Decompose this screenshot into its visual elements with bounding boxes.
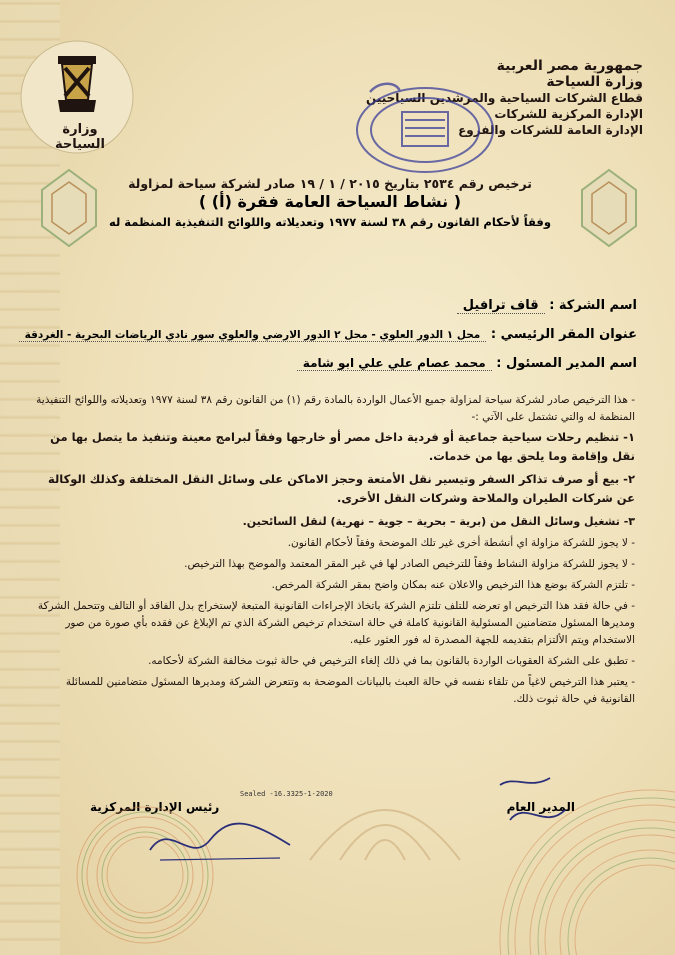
- signature-scribble-left: [140, 810, 300, 870]
- header-central-admin: الإدارة المركزية للشركات: [494, 107, 643, 121]
- condition-4: - في حالة فقد هذا الترخيص او تعرضه للتلف تلتزم الشركة باتخاذ الإجراءات القانونية المتبعة لإستخراج بدل الفاقد أو التالف وتتحمل الشركة ومديرها المسئول متضامنين المسئولية القانونية كاملة في حالة استخدام ترخيص الشركة الذي تم الإبلاغ عن فقده بأي صورة من صور الاستخدام ويتم الألتزام بتقديمه للجهة المصدرة له فور العثور عليه.: [37, 600, 635, 646]
- manager-label: اسم المدير المسئول :: [496, 356, 637, 371]
- header-country: جمهورية مصر العربية: [496, 58, 643, 74]
- license-body: [30, 392, 635, 712]
- activity-item-1: ١- تنظيم رحلات سياحية جماعية أو فردية داخل مصر أو خارجها وفقاً لبرامج معينة وتنفيذ ما يتصل بها من نقل وإقامة وما يلحق بها من خدمات.: [50, 430, 635, 463]
- condition-5: - تطبق على الشركة العقوبات الواردة بالقانون بما في ذلك إلغاء الترخيص في حالة ثبوت مخالفة الشركة لأحكامه.: [148, 655, 635, 667]
- condition-2: - لا يجوز للشركة مزاولة النشاط وفقاً للترخيص الصادر لها في غير المقر المعتمد والموضح بهذا الترخيص.: [184, 558, 635, 570]
- intro-paragraph: - هذا الترخيص صادر لشركة سياحة لمزاولة جميع الأعمال الواردة بالمادة رقم (١) من القانون رقم ٣٨ لسنة ١٩٧٧ وتعديلاته واللوائح التنفيذية المنظمة له والتي تشتمل على الآتي :-: [36, 394, 635, 423]
- official-stamp-top: [350, 70, 500, 180]
- signature-scribble-right: [490, 770, 580, 850]
- emblem-label: وزارة السياحة: [54, 122, 105, 152]
- seal-code: Sealed -16.3325-1-2020: [240, 790, 333, 798]
- activity-title: ( نشاط السياحة العامة فقرة (أ) ): [198, 192, 462, 211]
- license-number-line: ترخيص رقم ٢٥٣٤ بتاريخ ٢٠١٥ / ١ / ١٩ صادر لشركة سياحة لمزاولة: [128, 176, 532, 191]
- company-name-label: اسم الشركة :: [549, 298, 637, 313]
- hq-address-label: عنوان المقر الرئيسي :: [490, 327, 637, 342]
- hq-address-value: محل ١ الدور العلوي - محل ٢ الدور الارضي والعلوي سور نادي الرياضات البحرية - الغردقة: [19, 329, 487, 342]
- condition-1: - لا يجوز للشركة مزاولة اي أنشطة أخرى غير تلك الموضحة وفقاً لأحكام القانون.: [287, 537, 635, 549]
- hq-address-row: [24, 327, 637, 342]
- header-sector: قطاع الشركات السياحية والمرشدين السياحيين: [366, 91, 643, 105]
- ornament-right-icon: [578, 168, 640, 248]
- activity-item-3: ٣- تشغيل وسائل النقل من (برية – بحرية – جوية – نهرية) لنقل السائحين.: [242, 515, 635, 528]
- watermark-seal-icon: [270, 720, 500, 880]
- general-manager-label: المدير العام: [506, 800, 575, 814]
- activity-item-2: ٢- بيع أو صرف تذاكر السفر وتيسير نقل الأمتعة وحجز الاماكن على وسائل النقل المختلفة وكذلك الوكالة عن شركات الطيران والملاحة وشركات النقل الأخرى.: [47, 472, 635, 505]
- header-general-admin: الإدارة العامة للشركات والفروع: [458, 123, 643, 137]
- law-reference: وفقاً لأحكام القانون رقم ٣٨ لسنة ١٩٧٧ وتعديلاته واللوائح التنفيذية المنظمة له: [109, 215, 551, 229]
- ornament-left-icon: [38, 168, 100, 248]
- company-name-value: قاف ترافيل: [457, 298, 545, 314]
- condition-6: - يعتبر هذا الترخيص لاغياً من تلقاء نفسه في حالة العبث بالبيانات الموضحة به وتتعرض الشركة ومديرها المسئول متضامنين للمسائلة القانونية في حالة ثبوت ذلك.: [65, 676, 635, 705]
- manager-value: محمد عصام علي علي ابو شامة: [297, 356, 492, 371]
- manager-row: [40, 356, 637, 371]
- condition-3: - تلتزم الشركة بوضع هذا الترخيص والاعلان عنه بمكان واضح بمقر الشركة المرخص.: [271, 579, 635, 591]
- company-name-row: [40, 298, 637, 313]
- central-head-label: رئيس الإدارة المركزية: [90, 800, 220, 814]
- header-ministry: وزارة السياحة: [546, 74, 643, 90]
